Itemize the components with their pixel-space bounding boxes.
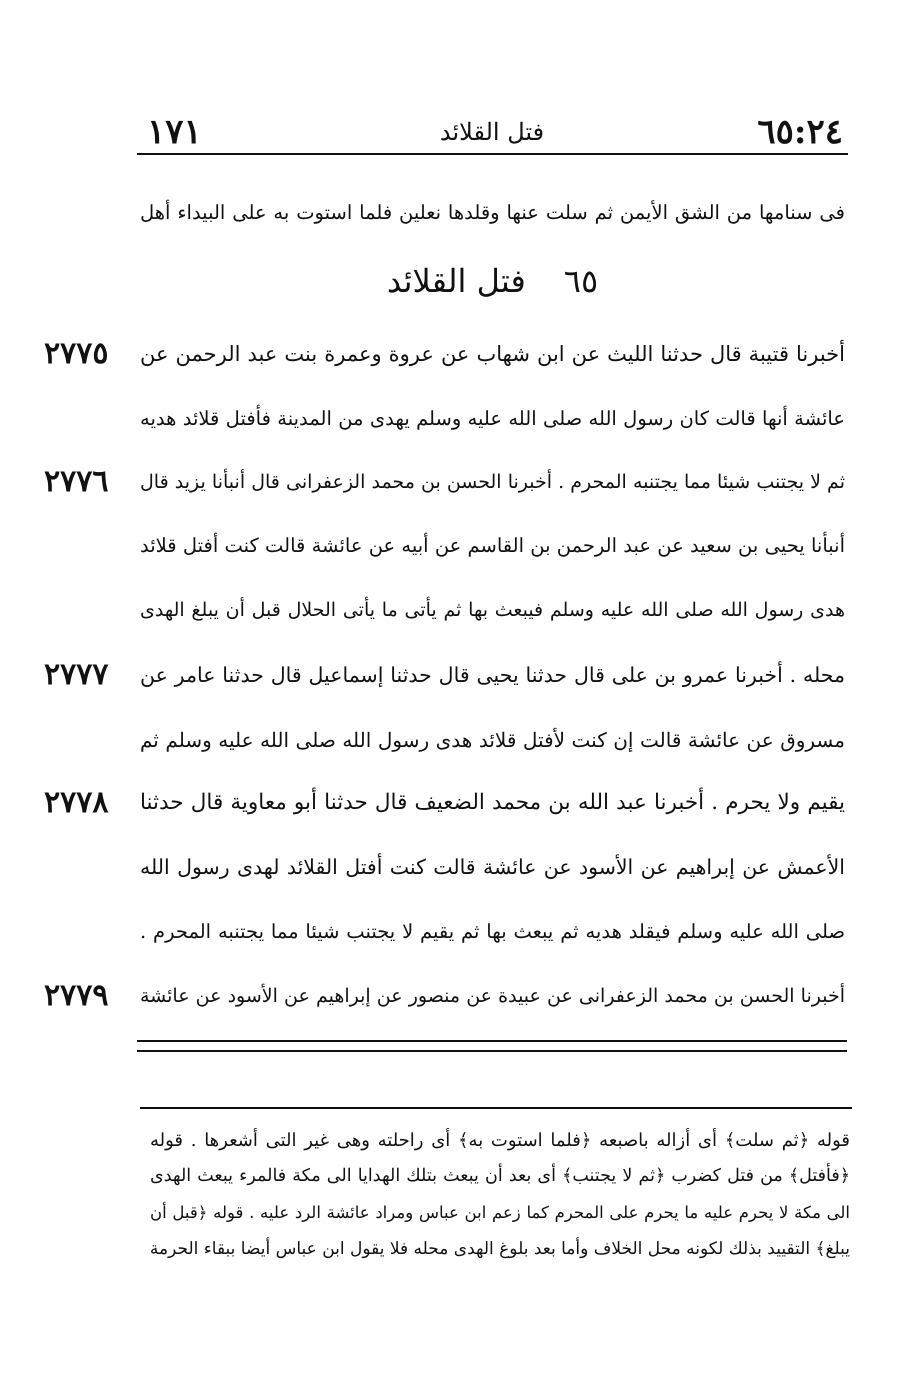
footnote-line: قوله ﴿ثم سلت﴾ أى أزاله باصبعه ﴿فلما استوت به﴾ أى راحلته وهى غير التى أشعرها . قوله [150, 1130, 850, 1151]
body-line: أنبأنا يحيى بن سعيد عن عبد الرحمن بن القاسم عن أبيه عن عائشة قالت كنت أفتل قلائد [140, 534, 845, 557]
section-reference: ٦٥:٢٤ [757, 112, 843, 152]
hadith-number: ٢٧٧٥ [44, 336, 109, 371]
footnote-line: يبلغ﴾ التقييد بذلك لكونه محل الخلاف وأما بعد بلوغ الهدى محله فلا يقول ابن عباس أيضا ببقاء الحرمة [150, 1239, 850, 1259]
hadith-number: ٢٧٧٦ [44, 464, 109, 499]
header-rule [137, 153, 848, 155]
hadith-number: ٢٧٧٩ [44, 978, 109, 1013]
body-line: هدى رسول الله صلى الله عليه وسلم فيبعث بها ثم يأتى ما يأتى الحلال قبل أن يبلغ الهدى [140, 599, 845, 621]
body-line: أخبرنا قتيبة قال حدثنا الليث عن ابن شهاب عن عروة وعمرة بنت عبد الرحمن عن [140, 342, 845, 366]
hadith-number: ٢٧٧٧ [44, 657, 109, 692]
body-line: يقيم ولا يحرم . أخبرنا عبد الله بن محمد الضعيف قال حدثنا أبو معاوية قال حدثنا [140, 790, 845, 815]
body-line: محله . أخبرنا عمرو بن على قال حدثنا يحيى قال حدثنا إسماعيل قال حدثنا عامر عن [140, 663, 845, 687]
page-header [137, 108, 847, 152]
body-line: أخبرنا الحسن بن محمد الزعفرانى عن عبيدة عن منصور عن إبراهيم عن الأسود عن عائشة [140, 985, 845, 1007]
footnote-line: الى مكة لا يحرم عليه ما يحرم على المحرم كما زعم ابن عباس ومراد عائشة الرد عليه . قوله ﴿قبل أن [150, 1203, 850, 1222]
running-title: فتل القلائد [439, 118, 545, 146]
body-line: الأعمش عن إبراهيم عن الأسود عن عائشة قالت كنت أفتل القلائد لهدى رسول الله [140, 855, 845, 879]
text-end-double-rule [137, 1040, 847, 1052]
body-line: ثم لا يجتنب شيئا مما يجتنبه المحرم . أخبرنا الحسن بن محمد الزعفرانى قال أنبأنا يزيد قال [140, 471, 845, 493]
page-number: ١٧١ [147, 112, 202, 152]
body-line: عائشة أنها قالت كان رسول الله صلى الله عليه وسلم يهدى من المدينة فأفتل قلائد هديه [140, 407, 845, 430]
chapter-title: فتل القلائد [386, 262, 526, 300]
footnote-line: ﴿فأفتل﴾ من فتل كضرب ﴿ثم لا يجتنب﴾ أى بعد أن يبعث بتلك الهدايا الى مكة فالمرء يبعث الهدى [150, 1166, 850, 1186]
chapter-heading [137, 262, 848, 300]
footnote-rule [140, 1107, 852, 1109]
hadith-number: ٢٧٧٨ [44, 785, 109, 820]
body-line: صلى الله عليه وسلم فيقلد هديه ثم يبعث بها ثم يقيم لا يجتنب شيئا مما يجتنبه المحرم . [140, 920, 845, 943]
body-line: مسروق عن عائشة قالت إن كنت لأفتل قلائد هدى رسول الله صلى الله عليه وسلم ثم [140, 728, 845, 752]
intro-line: فى سنامها من الشق الأيمن ثم سلت عنها وقلدها نعلين فلما استوت به على البيداء أهل [140, 201, 845, 224]
chapter-number: ٦٥ [563, 262, 599, 300]
